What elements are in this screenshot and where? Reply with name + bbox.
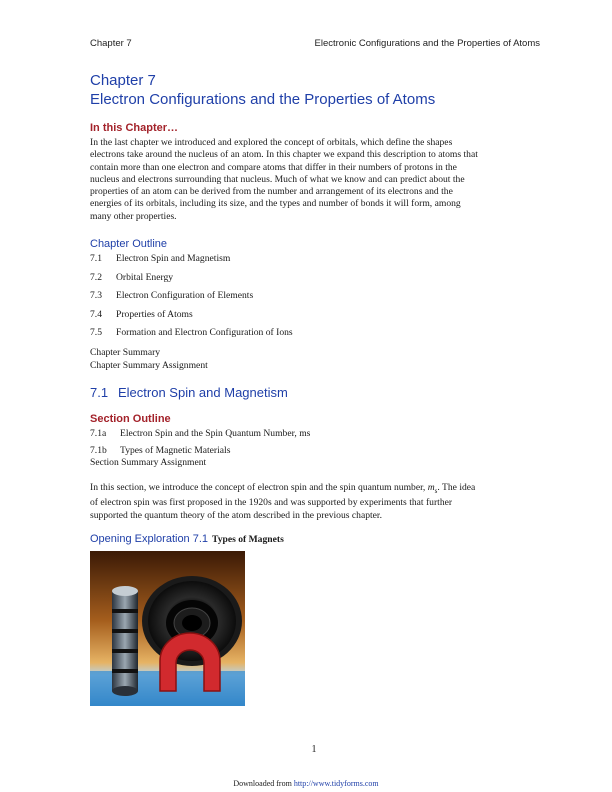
opening-exploration-label: Opening Exploration 7.1 xyxy=(90,533,209,545)
outline-item-number: 7.3 xyxy=(90,290,102,301)
paragraph-line: In the last chapter we introduced and explored the concept of orbitals, which define the shapes xyxy=(90,137,453,148)
in-this-chapter-heading: In this Chapter… xyxy=(90,122,179,134)
paragraph-line: supported the quantum theory of the atom described in the previous chapter. xyxy=(90,509,382,521)
chapter-number: Chapter 7 xyxy=(90,72,156,89)
intro-text: In this section, we introduce the concept of electron spin and the spin quantum number, xyxy=(90,482,428,493)
spin-symbol: m xyxy=(427,482,435,493)
magnets-photo xyxy=(90,551,245,706)
paragraph-line: contain more than one electron and compare atoms that differ in their numbers of protons in the xyxy=(90,161,457,173)
section-number: 7.1 xyxy=(90,385,109,400)
section-outline-label: Electron Spin and the Spin Quantum Number, ms xyxy=(120,428,311,439)
section-outline-heading: Section Outline xyxy=(90,413,171,425)
chapter-summary-assignment-link[interactable]: Chapter Summary Assignment xyxy=(90,360,208,371)
page-number: 1 xyxy=(311,744,317,755)
outline-item-number: 7.5 xyxy=(90,327,102,338)
paragraph-line: energies of its orbitals, including its size, and the types and number of bonds it will form, among xyxy=(90,198,461,210)
outline-item-label: Formation and Electron Configuration of Ions xyxy=(116,327,293,338)
outline-item[interactable] xyxy=(90,290,253,301)
paragraph-line: many other properties. xyxy=(90,210,177,222)
outline-item-label: Orbital Energy xyxy=(116,272,174,283)
footer-link[interactable]: http://www.tidyforms.com xyxy=(293,779,379,788)
paragraph-line: properties of an atom can be derived from the number and arrangement of its electrons and the xyxy=(90,186,453,198)
outline-item-number: 7.4 xyxy=(90,309,102,320)
footer xyxy=(0,779,612,788)
opening-exploration-heading xyxy=(90,529,284,547)
section-outline-number: 7.1a xyxy=(90,428,107,439)
chapter-title: Electron Configurations and the Properties of Atoms xyxy=(90,91,436,108)
outline-item-number: 7.2 xyxy=(90,272,102,283)
in-this-chapter-paragraph xyxy=(90,137,542,223)
outline-item-label: Properties of Atoms xyxy=(116,309,193,320)
magnets-illustration xyxy=(90,551,245,706)
section-outline-number: 7.1b xyxy=(90,445,107,456)
section-outline-item[interactable] xyxy=(90,428,310,439)
outline-item-label: Electron Spin and Magnetism xyxy=(116,253,231,264)
running-header-left: Chapter 7 xyxy=(90,38,132,49)
outline-item[interactable] xyxy=(90,309,193,320)
outline-item-number: 7.1 xyxy=(90,253,102,264)
running-header-right: Electronic Configurations and the Properties of Atoms xyxy=(314,38,540,49)
outline-item[interactable] xyxy=(90,272,173,283)
paragraph-line: electrons take around the nucleus of an atom. In this chapter we expand this description to atoms that xyxy=(90,149,478,161)
chapter-summary-link[interactable]: Chapter Summary xyxy=(90,347,161,358)
section-heading xyxy=(90,385,288,400)
spin-subscript: s xyxy=(434,486,438,495)
paragraph-line xyxy=(90,482,542,497)
section-summary-assignment-link[interactable]: Section Summary Assignment xyxy=(90,457,207,468)
outline-item-label: Electron Configuration of Elements xyxy=(116,290,254,301)
opening-exploration-title: Types of Magnets xyxy=(212,534,284,545)
section-title: Electron Spin and Magnetism xyxy=(118,385,288,400)
outline-item[interactable] xyxy=(90,253,230,264)
outline-item[interactable] xyxy=(90,327,293,338)
intro-text-end: . The idea xyxy=(437,482,476,493)
paragraph-line: nucleus and electrons surrounding that nucleus. Much of what we know and can predict about the xyxy=(90,173,465,185)
paragraph-line: of electron spin was first proposed in the 1920s and was supported by experiments that further xyxy=(90,497,453,509)
footer-prefix: Downloaded from xyxy=(233,779,294,788)
section-outline-label: Types of Magnetic Materials xyxy=(120,445,231,456)
chapter-outline-heading: Chapter Outline xyxy=(90,238,168,250)
section-intro-paragraph xyxy=(90,482,542,522)
section-outline-item[interactable] xyxy=(90,445,230,456)
